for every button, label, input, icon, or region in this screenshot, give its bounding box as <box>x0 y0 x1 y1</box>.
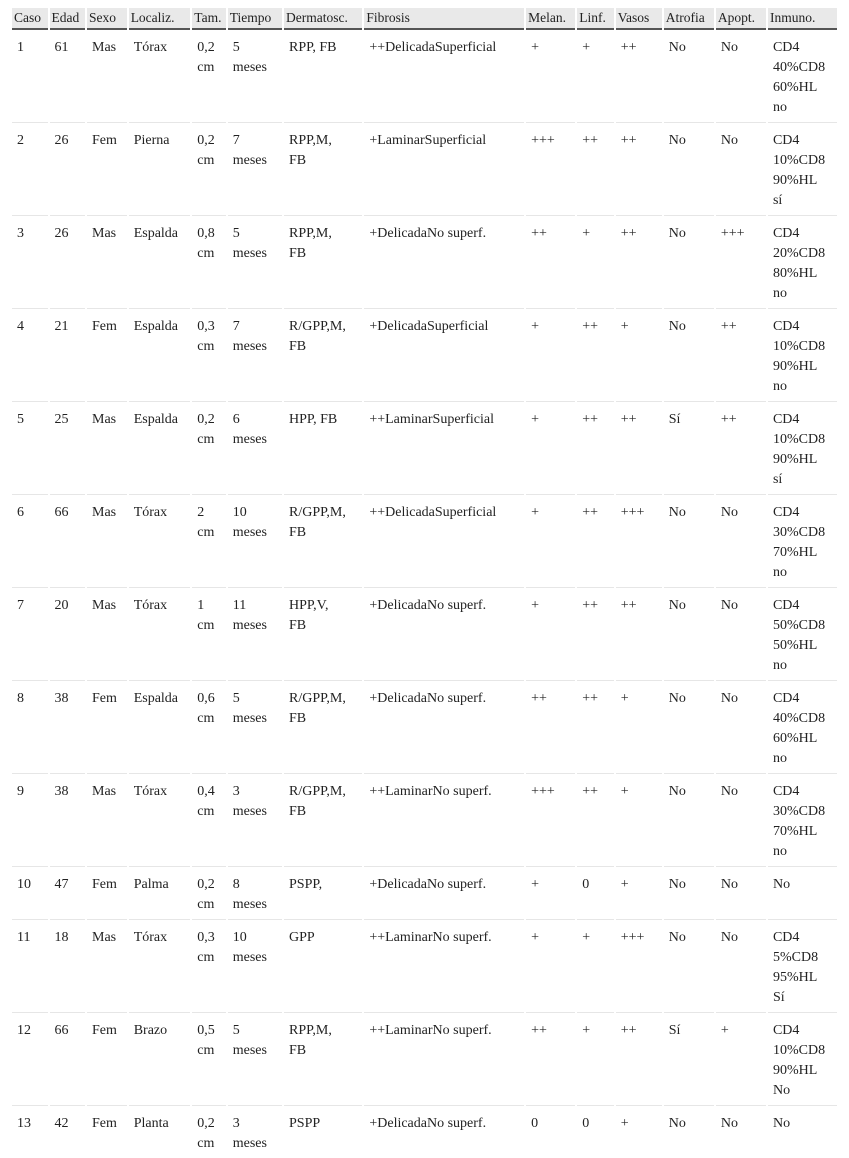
cell-sexo: Fem <box>87 1013 127 1106</box>
cell-inmuno: CD4 10%CD8 90%HL sí <box>768 402 837 495</box>
table-row <box>12 1013 837 1106</box>
cell-inmuno: No <box>772 1116 791 1131</box>
cell-edad: 66 <box>50 495 86 588</box>
cell-localizacion: Planta <box>133 1116 169 1131</box>
header-edad: Edad <box>50 8 86 30</box>
cell-edad: 20 <box>50 588 86 681</box>
header-melanofagos: Melan. <box>526 8 575 30</box>
cell-melanofagos: +++ <box>526 774 575 867</box>
cell-vasos: ++ <box>616 216 662 309</box>
cell-apoptosis: No <box>716 774 766 867</box>
cell-inmuno: CD4 50%CD8 50%HL no <box>768 588 837 681</box>
cell-vasos: + <box>616 681 662 774</box>
cell-edad: 26 <box>50 123 86 216</box>
cell-vasos: ++ <box>616 588 662 681</box>
header-fibrosis: Fibrosis <box>364 8 524 30</box>
cell-localizacion: Tórax <box>129 588 191 681</box>
header-linfocitos: Linf. <box>577 8 614 30</box>
cell-atrofia: No <box>664 123 714 216</box>
cell-melanofagos: + <box>526 588 575 681</box>
cell-localizacion: Espalda <box>129 216 191 309</box>
cell-inmuno: CD4 10%CD8 90%HL No <box>768 1013 837 1106</box>
cell-melanofagos: + <box>526 920 575 1013</box>
cell-inmuno: CD4 30%CD8 70%HL no <box>768 495 837 588</box>
cell-linfocitos: + <box>577 30 614 123</box>
cell-tamano: 2 cm <box>192 495 225 588</box>
cell-atrofia: No <box>664 30 714 123</box>
cell-localizacion: Palma <box>129 867 191 920</box>
header-atrofia: Atrofia <box>664 8 714 30</box>
cell-apoptosis: No <box>716 495 766 588</box>
cell-sexo: Fem <box>87 867 127 920</box>
cell-sexo: Fem <box>87 123 127 216</box>
cell-fibrosis: +LaminarSuperficial <box>364 123 524 216</box>
header-row <box>12 8 837 30</box>
cell-sexo: Mas <box>87 920 127 1013</box>
cell-inmuno: CD4 5%CD8 95%HL Sí <box>768 920 837 1013</box>
cell-apoptosis: +++ <box>716 216 766 309</box>
cell-tiempo: 8 meses <box>228 867 282 920</box>
cell-sexo: Mas <box>87 30 127 123</box>
cell-inmuno: CD4 30%CD8 70%HL no <box>768 774 837 867</box>
table-body <box>12 30 837 1158</box>
cell-inmuno: CD4 10%CD8 90%HL sí <box>768 123 837 216</box>
cell-dermatoscopia: RPP,M, FB <box>284 216 362 309</box>
cell-dermatoscopia: R/GPP,M, FB <box>284 309 362 402</box>
cell-apoptosis: No <box>716 30 766 123</box>
cell-tiempo: 6 meses <box>228 402 282 495</box>
cell-fibrosis: ++LaminarNo superf. <box>364 1013 524 1106</box>
table-row <box>12 681 837 774</box>
cell-caso: 4 <box>12 309 48 402</box>
cell-vasos: ++ <box>616 1013 662 1106</box>
cell-caso: 11 <box>12 920 48 1013</box>
cell-fibrosis: +DelicadaNo superf. <box>364 216 524 309</box>
cell-atrofia: No <box>664 309 714 402</box>
cell-atrofia: No <box>664 774 714 867</box>
header-dermatoscopia: Dermatosc. <box>284 8 362 30</box>
cell-linfocitos: ++ <box>577 774 614 867</box>
cell-vasos: +++ <box>616 920 662 1013</box>
cell-fibrosis: +DelicadaNo superf. <box>369 1116 487 1131</box>
cell-localizacion: Espalda <box>129 681 191 774</box>
cell-tamano: 0,2 cm <box>192 402 225 495</box>
header-vasos: Vasos <box>616 8 662 30</box>
cell-linfocitos: ++ <box>577 681 614 774</box>
cell-vasos: + <box>616 774 662 867</box>
cell-inmuno: CD4 20%CD8 80%HL no <box>768 216 837 309</box>
cell-linfocitos: + <box>577 216 614 309</box>
cell-dermatoscopia: PSPP, <box>284 867 362 920</box>
table-row <box>12 1106 837 1158</box>
cell-fibrosis: +DelicadaNo superf. <box>364 588 524 681</box>
cell-apoptosis: No <box>720 1116 738 1131</box>
cell-dermatoscopia: GPP <box>284 920 362 1013</box>
cell-melanofagos: + <box>526 495 575 588</box>
cell-atrofia: Sí <box>664 1013 714 1106</box>
cell-linfocitos: ++ <box>577 495 614 588</box>
cell-tamano: 0,2 cm <box>192 123 225 216</box>
cell-melanofagos: + <box>526 309 575 402</box>
cell-localizacion: Tórax <box>129 774 191 867</box>
cell-sexo: Mas <box>87 216 127 309</box>
cell-melanofagos: + <box>526 867 575 920</box>
cell-sexo: Fem <box>87 309 127 402</box>
cell-tamano: 0,3 cm <box>192 309 225 402</box>
cell-fibrosis: ++DelicadaSuperficial <box>364 30 524 123</box>
cell-atrofia: Sí <box>664 402 714 495</box>
cell-tiempo: 5 meses <box>228 681 282 774</box>
cell-linfocitos: 0 <box>582 1116 590 1131</box>
cell-atrofia: No <box>664 867 714 920</box>
cell-localizacion: Espalda <box>129 309 191 402</box>
table-row <box>12 920 837 1013</box>
cell-caso: 5 <box>12 402 48 495</box>
cell-atrofia: No <box>664 216 714 309</box>
cell-fibrosis: ++LaminarSuperficial <box>364 402 524 495</box>
cell-melanofagos: ++ <box>526 216 575 309</box>
cell-atrofia: No <box>664 920 714 1013</box>
table-row <box>12 30 837 123</box>
cell-edad: 47 <box>50 867 86 920</box>
header-tamano: Tam. <box>192 8 225 30</box>
cell-localizacion: Tórax <box>129 495 191 588</box>
cell-dermatoscopia: RPP, FB <box>284 30 362 123</box>
cell-caso: 2 <box>12 123 48 216</box>
cell-caso: 10 <box>12 867 48 920</box>
cell-dermatoscopia: RPP,M, FB <box>284 1013 362 1106</box>
cell-tiempo: 10 meses <box>228 920 282 1013</box>
cell-edad: 21 <box>50 309 86 402</box>
cell-linfocitos: 0 <box>577 867 614 920</box>
cell-tamano: 0,3 cm <box>192 920 225 1013</box>
cell-tiempo: 5 meses <box>228 1013 282 1106</box>
cell-edad: 18 <box>50 920 86 1013</box>
cell-apoptosis: No <box>716 123 766 216</box>
cell-vasos: ++ <box>616 123 662 216</box>
cell-caso: 8 <box>12 681 48 774</box>
cell-tamano: 0,2 cm <box>197 1116 215 1151</box>
cell-inmuno: CD4 40%CD8 60%HL no <box>768 681 837 774</box>
cell-sexo: Fem <box>87 681 127 774</box>
cell-melanofagos: ++ <box>526 1013 575 1106</box>
header-localizacion: Localiz. <box>129 8 191 30</box>
cell-tamano: 0,8 cm <box>192 216 225 309</box>
cell-caso: 9 <box>12 774 48 867</box>
cell-dermatoscopia: R/GPP,M, FB <box>284 681 362 774</box>
cell-atrofia: No <box>664 588 714 681</box>
cell-vasos: + <box>616 867 662 920</box>
cell-tiempo: 3 meses <box>232 1116 267 1151</box>
cell-sexo: Fem <box>92 1116 117 1131</box>
cell-caso: 6 <box>12 495 48 588</box>
cell-dermatoscopia: R/GPP,M, FB <box>284 495 362 588</box>
cases-table <box>10 8 839 1158</box>
cell-tiempo: 7 meses <box>228 309 282 402</box>
cell-caso: 7 <box>12 588 48 681</box>
cell-melanofagos: + <box>526 402 575 495</box>
cell-atrofia: No <box>664 495 714 588</box>
cell-tiempo: 10 meses <box>228 495 282 588</box>
cell-sexo: Mas <box>87 774 127 867</box>
cell-linfocitos: ++ <box>577 588 614 681</box>
cell-edad: 42 <box>54 1116 69 1131</box>
cell-linfocitos: ++ <box>577 123 614 216</box>
table-row <box>12 309 837 402</box>
table-row <box>12 774 837 867</box>
cell-localizacion: Tórax <box>129 920 191 1013</box>
cell-tamano: 0,2 cm <box>192 867 225 920</box>
table-row <box>12 216 837 309</box>
cell-caso: 13 <box>17 1116 31 1131</box>
cell-tamano: 1 cm <box>192 588 225 681</box>
header-sexo: Sexo <box>87 8 127 30</box>
table-row <box>12 402 837 495</box>
cell-apoptosis: No <box>716 681 766 774</box>
table-header <box>12 8 837 30</box>
cell-caso: 1 <box>12 30 48 123</box>
cell-apoptosis: + <box>716 1013 766 1106</box>
cell-melanofagos: 0 <box>531 1116 539 1131</box>
cell-tamano: 0,5 cm <box>192 1013 225 1106</box>
cell-atrofia: No <box>668 1116 686 1131</box>
cell-inmuno: CD4 10%CD8 90%HL no <box>768 309 837 402</box>
cell-tamano: 0,4 cm <box>192 774 225 867</box>
cell-inmuno: CD4 40%CD8 60%HL no <box>768 30 837 123</box>
cell-tiempo: 3 meses <box>228 774 282 867</box>
cell-fibrosis: ++LaminarNo superf. <box>364 920 524 1013</box>
cell-vasos: + <box>620 1116 629 1131</box>
header-apoptosis: Apopt. <box>716 8 766 30</box>
cell-vasos: + <box>616 309 662 402</box>
cell-apoptosis: ++ <box>716 309 766 402</box>
table-row <box>12 588 837 681</box>
cell-linfocitos: ++ <box>577 402 614 495</box>
cell-localizacion: Espalda <box>129 402 191 495</box>
cell-melanofagos: +++ <box>526 123 575 216</box>
table-row <box>12 123 837 216</box>
cell-fibrosis: ++LaminarNo superf. <box>364 774 524 867</box>
cell-linfocitos: + <box>577 1013 614 1106</box>
cell-tiempo: 11 meses <box>228 588 282 681</box>
cell-fibrosis: +DelicadaSuperficial <box>364 309 524 402</box>
cell-apoptosis: ++ <box>716 402 766 495</box>
cell-tiempo: 7 meses <box>228 123 282 216</box>
cell-melanofagos: + <box>526 30 575 123</box>
cell-linfocitos: + <box>577 920 614 1013</box>
cell-apoptosis: No <box>716 920 766 1013</box>
cell-dermatoscopia: RPP,M, FB <box>284 123 362 216</box>
header-inmuno: Inmuno. <box>768 8 837 30</box>
cell-localizacion: Pierna <box>129 123 191 216</box>
cell-edad: 38 <box>50 774 86 867</box>
cell-tiempo: 5 meses <box>228 216 282 309</box>
cell-tamano: 0,2 cm <box>192 30 225 123</box>
header-caso: Caso <box>12 8 48 30</box>
cell-fibrosis: ++DelicadaSuperficial <box>364 495 524 588</box>
header-tiempo: Tiempo <box>228 8 282 30</box>
cell-sexo: Mas <box>87 402 127 495</box>
cell-atrofia: No <box>664 681 714 774</box>
cell-edad: 38 <box>50 681 86 774</box>
cell-localizacion: Brazo <box>129 1013 191 1106</box>
cell-vasos: +++ <box>616 495 662 588</box>
cell-tamano: 0,6 cm <box>192 681 225 774</box>
cell-linfocitos: ++ <box>577 309 614 402</box>
cell-edad: 66 <box>50 1013 86 1106</box>
cell-melanofagos: ++ <box>526 681 575 774</box>
cell-tiempo: 5 meses <box>228 30 282 123</box>
cell-sexo: Mas <box>87 495 127 588</box>
cell-sexo: Mas <box>87 588 127 681</box>
cell-dermatoscopia: PSPP <box>289 1116 321 1131</box>
cell-dermatoscopia: R/GPP,M, FB <box>284 774 362 867</box>
cell-localizacion: Tórax <box>129 30 191 123</box>
cell-fibrosis: +DelicadaNo superf. <box>364 681 524 774</box>
cell-apoptosis: No <box>716 867 766 920</box>
cell-edad: 26 <box>50 216 86 309</box>
cell-fibrosis: +DelicadaNo superf. <box>364 867 524 920</box>
cell-dermatoscopia: HPP,V, FB <box>284 588 362 681</box>
cell-apoptosis: No <box>716 588 766 681</box>
cell-inmuno: No <box>768 867 837 920</box>
cell-edad: 61 <box>50 30 86 123</box>
table-row <box>12 867 837 920</box>
cell-vasos: ++ <box>616 402 662 495</box>
cell-caso: 12 <box>12 1013 48 1106</box>
cell-dermatoscopia: HPP, FB <box>284 402 362 495</box>
table-row <box>12 495 837 588</box>
cell-vasos: ++ <box>616 30 662 123</box>
cell-edad: 25 <box>50 402 86 495</box>
cell-caso: 3 <box>12 216 48 309</box>
